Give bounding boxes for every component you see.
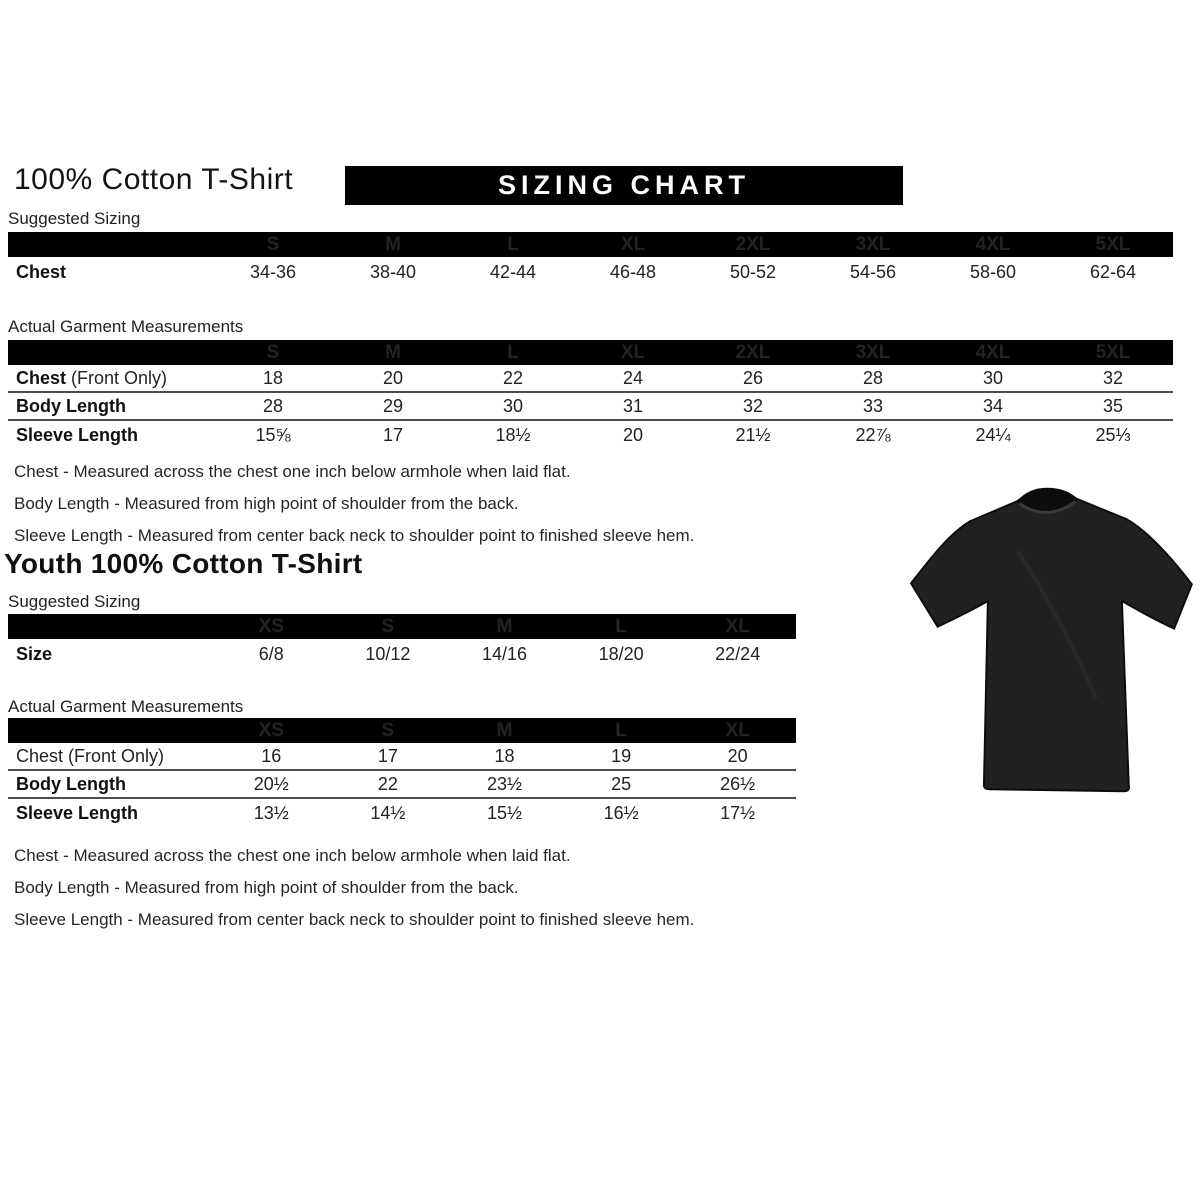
measurement-cell: 54-56 [849,261,897,282]
measurement-cell: 18 [262,367,284,388]
adult-actual-measurements-table [8,340,1173,449]
adult-measurement-notes [14,456,834,552]
youth-measurement-notes [14,840,834,936]
note-body-length: Body Length - Measured from high point of shoulder from the back. [14,878,519,897]
measurement-cell: 15½ [486,802,523,823]
row-label: Sleeve Length [16,424,139,445]
size-column-header: S [381,615,395,637]
black-tshirt-photo [898,472,1196,807]
size-column-header: 5XL [1095,341,1131,363]
row-label: Size [16,643,53,664]
note-sleeve-length: Sleeve Length - Measured from center back neck to shoulder point to finished sleeve hem. [14,910,695,929]
table-row [8,365,1173,393]
measurement-cell: 25⅓ [1095,424,1131,445]
adult-section-title: 100% Cotton T-Shirt [14,163,294,196]
size-column-header: M [496,719,513,741]
tshirt-silhouette [911,494,1192,792]
measurement-cell: 30 [982,367,1004,388]
size-column-header: 3XL [855,233,891,255]
size-column-header: XL [725,615,750,637]
row-label: Sleeve Length [16,802,139,823]
measurement-cell: 24 [622,367,644,388]
size-column-header: L [507,341,519,363]
size-column-header: XL [620,233,646,255]
measurement-cell: 17 [377,745,398,766]
measurement-cell: 20 [727,745,748,766]
youth-section-title: Youth 100% Cotton T-Shirt [4,548,363,579]
size-column-header: L [507,233,519,255]
measurement-cell: 28 [862,367,884,388]
size-column-header: 3XL [855,341,891,363]
sizing-chart-banner: SIZING CHART [345,166,903,205]
measurement-cell: 18½ [495,424,531,445]
measurement-cell: 42-44 [489,261,537,282]
measurement-cell: 18/20 [598,643,644,664]
measurement-cell: 20 [382,367,404,388]
measurement-cell: 6/8 [258,643,284,664]
size-column-header: XS [258,719,284,741]
measurement-cell: 62-64 [1089,261,1137,282]
size-column-header: 5XL [1095,233,1131,255]
measurement-cell: 24¼ [975,424,1011,445]
note-chest: Chest - Measured across the chest one inch below armhole when laid flat. [14,462,571,481]
size-column-header: S [266,341,280,363]
adult-actual-measurements-label: Actual Garment Measurements [8,317,244,336]
size-column-header: S [381,719,395,741]
row-label: Body Length [16,773,126,794]
measurement-cell: 21½ [735,424,771,445]
measurement-cell: 13½ [253,802,289,823]
note-chest: Chest - Measured across the chest one inch below armhole when laid flat. [14,846,571,865]
row-label: Chest (Front Only) [16,745,165,766]
measurement-cell: 34-36 [249,261,297,282]
measurement-cell: 33 [862,395,884,416]
size-column-header: XL [620,341,646,363]
size-column-header: 4XL [975,233,1011,255]
measurement-cell: 17 [382,424,404,445]
measurement-cell: 23½ [486,773,523,794]
measurement-cell: 16 [261,745,282,766]
size-column-header: 4XL [975,341,1011,363]
table-header-row [8,718,796,743]
measurement-cell: 16½ [603,802,639,823]
youth-suggested-sizing-label: Suggested Sizing [8,592,141,611]
note-sleeve-length: Sleeve Length - Measured from center back neck to shoulder point to finished sleeve hem. [14,526,695,545]
youth-actual-measurements-table [8,718,796,827]
size-column-header: M [385,341,401,363]
size-column-header: 2XL [735,341,771,363]
measurement-cell: 22 [502,367,524,388]
measurement-cell: 32 [1102,367,1124,388]
measurement-cell: 19 [611,745,632,766]
measurement-cell: 22⅞ [855,424,891,445]
table-row [8,743,796,771]
size-column-header: 2XL [735,233,771,255]
measurement-cell: 26½ [720,773,756,794]
table-row [8,393,1173,421]
youth-actual-measurements-label: Actual Garment Measurements [8,697,244,716]
measurement-cell: 25 [611,773,632,794]
size-column-header: M [385,233,401,255]
table-row [8,799,796,827]
tshirt-icon [898,472,1196,807]
measurement-cell: 32 [742,395,764,416]
table-row [8,257,1173,287]
size-column-header: XS [258,615,284,637]
measurement-cell: 22 [377,773,398,794]
table-header-row [8,614,796,639]
table-header-row [8,340,1173,365]
size-column-header: L [615,719,627,741]
measurement-cell: 30 [502,395,524,416]
adult-suggested-sizing-label: Suggested Sizing [8,209,141,228]
table-row [8,639,796,669]
row-label: Body Length [16,395,126,416]
measurement-cell: 58-60 [969,261,1017,282]
row-label: Chest (Front Only) [16,367,168,388]
table-row [8,771,796,799]
size-column-header: S [266,233,280,255]
measurement-cell: 14½ [370,802,406,823]
measurement-cell: 46-48 [609,261,657,282]
measurement-cell: 34 [982,395,1004,416]
measurement-cell: 10/12 [365,643,411,664]
measurement-cell: 22/24 [715,643,761,664]
measurement-cell: 26 [742,367,764,388]
measurement-cell: 29 [382,395,404,416]
measurement-cell: 18 [494,745,515,766]
measurement-cell: 15⅝ [255,424,291,445]
measurement-cell: 50-52 [729,261,777,282]
size-column-header: L [615,615,627,637]
youth-suggested-sizing-table [8,614,796,669]
table-row [8,421,1173,449]
measurement-cell: 20½ [253,773,289,794]
measurement-cell: 28 [262,395,284,416]
adult-suggested-sizing-table [8,232,1173,287]
row-label: Chest [16,261,67,282]
size-column-header: XL [725,719,750,741]
size-column-header: M [496,615,513,637]
measurement-cell: 14/16 [481,643,528,664]
measurement-cell: 35 [1102,395,1124,416]
measurement-cell: 31 [622,395,644,416]
measurement-cell: 17½ [720,802,756,823]
table-header-row [8,232,1173,257]
measurement-cell: 38-40 [369,261,417,282]
note-body-length: Body Length - Measured from high point of shoulder from the back. [14,494,519,513]
measurement-cell: 20 [622,424,644,445]
